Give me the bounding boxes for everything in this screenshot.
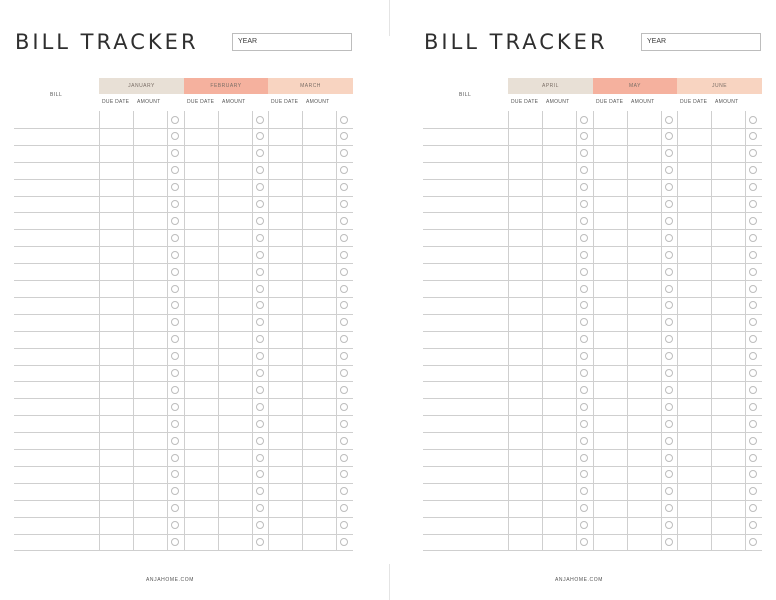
- paid-checkbox[interactable]: [340, 234, 348, 242]
- due-date-header: DUE DATE: [187, 99, 215, 105]
- page-title: BILL TRACKER: [15, 30, 199, 54]
- paid-checkbox[interactable]: [171, 183, 179, 191]
- paid-checkbox[interactable]: [171, 301, 179, 309]
- paid-checkbox[interactable]: [665, 538, 673, 546]
- amount-header: AMOUNT: [222, 99, 246, 105]
- paid-checkbox[interactable]: [340, 437, 348, 445]
- paid-checkbox[interactable]: [256, 268, 264, 276]
- bill-row-line: [14, 466, 353, 467]
- paid-checkbox[interactable]: [749, 437, 757, 445]
- paid-checkbox[interactable]: [665, 149, 673, 157]
- bill-row-line: [423, 314, 762, 315]
- paid-checkbox[interactable]: [580, 403, 588, 411]
- month-header-june: JUNE: [677, 78, 762, 94]
- paid-checkbox[interactable]: [171, 251, 179, 259]
- month-header-february: FEBRUARY: [184, 78, 268, 94]
- paid-checkbox[interactable]: [256, 538, 264, 546]
- bill-row-line: [423, 179, 762, 180]
- paid-checkbox[interactable]: [256, 318, 264, 326]
- paid-checkbox[interactable]: [665, 166, 673, 174]
- paid-checkbox[interactable]: [256, 149, 264, 157]
- paid-checkbox[interactable]: [256, 217, 264, 225]
- paid-checkbox[interactable]: [256, 251, 264, 259]
- paid-checkbox[interactable]: [580, 301, 588, 309]
- paid-checkbox[interactable]: [580, 149, 588, 157]
- bill-row-line: [14, 128, 353, 129]
- paid-checkbox[interactable]: [665, 369, 673, 377]
- paid-checkbox[interactable]: [749, 538, 757, 546]
- bill-row-line: [14, 331, 353, 332]
- paid-checkbox[interactable]: [171, 403, 179, 411]
- tracker-page-2: [409, 0, 776, 600]
- bill-row-line: [423, 348, 762, 349]
- paid-checkbox[interactable]: [256, 504, 264, 512]
- footer-website: ANJAHOME.COM: [554, 577, 604, 583]
- paid-checkbox[interactable]: [171, 487, 179, 495]
- bill-row-line: [14, 212, 353, 213]
- paid-checkbox[interactable]: [340, 200, 348, 208]
- paid-checkbox[interactable]: [340, 487, 348, 495]
- bill-row-line: [14, 449, 353, 450]
- due-date-header: DUE DATE: [102, 99, 130, 105]
- paid-checkbox[interactable]: [665, 285, 673, 293]
- due-date-header: DUE DATE: [271, 99, 299, 105]
- paid-checkbox[interactable]: [749, 352, 757, 360]
- bill-row-line: [423, 331, 762, 332]
- paid-checkbox[interactable]: [749, 318, 757, 326]
- bill-row-line: [423, 229, 762, 230]
- paid-checkbox[interactable]: [171, 132, 179, 140]
- paid-checkbox[interactable]: [171, 538, 179, 546]
- paid-checkbox[interactable]: [171, 200, 179, 208]
- month-header-march: MARCH: [268, 78, 353, 94]
- bill-row-line: [423, 381, 762, 382]
- footer-website: ANJAHOME.COM: [145, 577, 195, 583]
- paid-checkbox[interactable]: [749, 454, 757, 462]
- bill-row-line: [14, 534, 353, 535]
- bill-row-line: [423, 297, 762, 298]
- bill-row-line: [14, 432, 353, 433]
- paid-checkbox[interactable]: [665, 217, 673, 225]
- paid-checkbox[interactable]: [171, 420, 179, 428]
- paid-checkbox[interactable]: [171, 369, 179, 377]
- paid-checkbox[interactable]: [665, 437, 673, 445]
- page-title: BILL TRACKER: [424, 30, 608, 54]
- paid-checkbox[interactable]: [580, 470, 588, 478]
- paid-checkbox[interactable]: [749, 132, 757, 140]
- paid-checkbox[interactable]: [580, 116, 588, 124]
- bill-row-line: [14, 517, 353, 518]
- paid-checkbox[interactable]: [749, 183, 757, 191]
- paid-checkbox[interactable]: [580, 454, 588, 462]
- paid-checkbox[interactable]: [749, 268, 757, 276]
- paid-checkbox[interactable]: [580, 352, 588, 360]
- paid-checkbox[interactable]: [580, 285, 588, 293]
- paid-checkbox[interactable]: [256, 301, 264, 309]
- paid-checkbox[interactable]: [171, 437, 179, 445]
- paid-checkbox[interactable]: [665, 504, 673, 512]
- paid-checkbox[interactable]: [340, 285, 348, 293]
- paid-checkbox[interactable]: [256, 335, 264, 343]
- paid-checkbox[interactable]: [665, 470, 673, 478]
- paid-checkbox[interactable]: [171, 521, 179, 529]
- amount-header: AMOUNT: [715, 99, 739, 105]
- paid-checkbox[interactable]: [340, 386, 348, 394]
- paid-checkbox[interactable]: [171, 454, 179, 462]
- paid-checkbox[interactable]: [256, 234, 264, 242]
- bill-row-line: [14, 145, 353, 146]
- paid-checkbox[interactable]: [256, 386, 264, 394]
- bill-row-line: [423, 365, 762, 366]
- due-date-header: DUE DATE: [596, 99, 624, 105]
- paid-checkbox[interactable]: [171, 386, 179, 394]
- paid-checkbox[interactable]: [340, 369, 348, 377]
- bill-row-line: [14, 229, 353, 230]
- paid-checkbox[interactable]: [171, 217, 179, 225]
- paid-checkbox[interactable]: [256, 437, 264, 445]
- paid-checkbox[interactable]: [256, 369, 264, 377]
- paid-checkbox[interactable]: [580, 200, 588, 208]
- bill-column-header: BILL: [50, 92, 63, 98]
- page-divider-bottom: [389, 564, 390, 600]
- paid-checkbox[interactable]: [665, 301, 673, 309]
- bill-row-line: [14, 280, 353, 281]
- paid-checkbox[interactable]: [340, 454, 348, 462]
- paid-checkbox[interactable]: [256, 454, 264, 462]
- paid-checkbox[interactable]: [665, 234, 673, 242]
- paid-checkbox[interactable]: [340, 251, 348, 259]
- paid-checkbox[interactable]: [171, 318, 179, 326]
- amount-header: AMOUNT: [306, 99, 330, 105]
- paid-checkbox[interactable]: [580, 318, 588, 326]
- paid-checkbox[interactable]: [665, 251, 673, 259]
- paid-checkbox[interactable]: [665, 420, 673, 428]
- bill-row-line: [423, 398, 762, 399]
- paid-checkbox[interactable]: [665, 352, 673, 360]
- paid-checkbox[interactable]: [665, 521, 673, 529]
- paid-checkbox[interactable]: [340, 318, 348, 326]
- paid-checkbox[interactable]: [665, 132, 673, 140]
- bill-row-line: [423, 196, 762, 197]
- paid-checkbox[interactable]: [749, 166, 757, 174]
- paid-checkbox[interactable]: [256, 285, 264, 293]
- paid-checkbox[interactable]: [256, 470, 264, 478]
- bill-row-line: [423, 432, 762, 433]
- paid-checkbox[interactable]: [580, 132, 588, 140]
- bill-row-line: [14, 196, 353, 197]
- paid-checkbox[interactable]: [340, 403, 348, 411]
- paid-checkbox[interactable]: [749, 234, 757, 242]
- paid-checkbox[interactable]: [340, 116, 348, 124]
- paid-checkbox[interactable]: [749, 487, 757, 495]
- paid-checkbox[interactable]: [171, 166, 179, 174]
- paid-checkbox[interactable]: [580, 217, 588, 225]
- paid-checkbox[interactable]: [340, 149, 348, 157]
- paid-checkbox[interactable]: [340, 521, 348, 529]
- month-header-january: JANUARY: [99, 78, 184, 94]
- bill-row-line: [423, 466, 762, 467]
- paid-checkbox[interactable]: [580, 538, 588, 546]
- paid-checkbox[interactable]: [340, 470, 348, 478]
- paid-checkbox[interactable]: [749, 149, 757, 157]
- paid-checkbox[interactable]: [256, 132, 264, 140]
- paid-checkbox[interactable]: [749, 285, 757, 293]
- paid-checkbox[interactable]: [665, 318, 673, 326]
- paid-checkbox[interactable]: [749, 470, 757, 478]
- paid-checkbox[interactable]: [749, 301, 757, 309]
- amount-header: AMOUNT: [546, 99, 570, 105]
- bill-row-line: [14, 550, 353, 551]
- paid-checkbox[interactable]: [665, 487, 673, 495]
- bill-row-line: [423, 128, 762, 129]
- bill-row-line: [14, 365, 353, 366]
- paid-checkbox[interactable]: [171, 352, 179, 360]
- paid-checkbox[interactable]: [749, 403, 757, 411]
- paid-checkbox[interactable]: [749, 200, 757, 208]
- paid-checkbox[interactable]: [340, 217, 348, 225]
- paid-checkbox[interactable]: [665, 183, 673, 191]
- year-field[interactable]: YEAR: [232, 33, 352, 51]
- paid-checkbox[interactable]: [665, 335, 673, 343]
- paid-checkbox[interactable]: [749, 386, 757, 394]
- paid-checkbox[interactable]: [665, 386, 673, 394]
- paid-checkbox[interactable]: [256, 521, 264, 529]
- bill-row-line: [14, 500, 353, 501]
- paid-checkbox[interactable]: [171, 116, 179, 124]
- paid-checkbox[interactable]: [256, 403, 264, 411]
- paid-checkbox[interactable]: [256, 166, 264, 174]
- paid-checkbox[interactable]: [256, 420, 264, 428]
- bill-row-line: [14, 297, 353, 298]
- paid-checkbox[interactable]: [749, 369, 757, 377]
- paid-checkbox[interactable]: [340, 352, 348, 360]
- paid-checkbox[interactable]: [580, 521, 588, 529]
- bill-row-line: [423, 246, 762, 247]
- paid-checkbox[interactable]: [340, 538, 348, 546]
- paid-checkbox[interactable]: [340, 132, 348, 140]
- bill-row-line: [14, 246, 353, 247]
- paid-checkbox[interactable]: [665, 454, 673, 462]
- paid-checkbox[interactable]: [256, 116, 264, 124]
- paid-checkbox[interactable]: [665, 403, 673, 411]
- bill-row-line: [423, 483, 762, 484]
- paid-checkbox[interactable]: [749, 217, 757, 225]
- paid-checkbox[interactable]: [580, 335, 588, 343]
- paid-checkbox[interactable]: [256, 352, 264, 360]
- bill-row-line: [14, 348, 353, 349]
- paid-checkbox[interactable]: [256, 183, 264, 191]
- paid-checkbox[interactable]: [340, 166, 348, 174]
- due-date-header: DUE DATE: [680, 99, 708, 105]
- paid-checkbox[interactable]: [171, 234, 179, 242]
- paid-checkbox[interactable]: [340, 301, 348, 309]
- paid-checkbox[interactable]: [340, 504, 348, 512]
- year-field[interactable]: YEAR: [641, 33, 761, 51]
- bill-row-line: [14, 179, 353, 180]
- paid-checkbox[interactable]: [749, 335, 757, 343]
- paid-checkbox[interactable]: [340, 420, 348, 428]
- amount-header: AMOUNT: [631, 99, 655, 105]
- bill-row-line: [14, 483, 353, 484]
- bill-row-line: [423, 263, 762, 264]
- paid-checkbox[interactable]: [580, 183, 588, 191]
- paid-checkbox[interactable]: [171, 285, 179, 293]
- paid-checkbox[interactable]: [580, 437, 588, 445]
- paid-checkbox[interactable]: [580, 386, 588, 394]
- paid-checkbox[interactable]: [580, 420, 588, 428]
- bill-row-line: [423, 550, 762, 551]
- paid-checkbox[interactable]: [340, 335, 348, 343]
- paid-checkbox[interactable]: [749, 420, 757, 428]
- bill-row-line: [423, 517, 762, 518]
- paid-checkbox[interactable]: [340, 268, 348, 276]
- bill-row-line: [14, 415, 353, 416]
- paid-checkbox[interactable]: [580, 487, 588, 495]
- paid-checkbox[interactable]: [580, 369, 588, 377]
- month-header-may: MAY: [593, 78, 677, 94]
- bill-row-line: [423, 534, 762, 535]
- paid-checkbox[interactable]: [749, 504, 757, 512]
- paid-checkbox[interactable]: [171, 268, 179, 276]
- bill-row-line: [14, 314, 353, 315]
- bill-row-line: [14, 398, 353, 399]
- paid-checkbox[interactable]: [171, 504, 179, 512]
- amount-header: AMOUNT: [137, 99, 161, 105]
- due-date-header: DUE DATE: [511, 99, 539, 105]
- bill-row-line: [423, 145, 762, 146]
- paid-checkbox[interactable]: [340, 183, 348, 191]
- paid-checkbox[interactable]: [171, 335, 179, 343]
- bill-column-header: BILL: [459, 92, 472, 98]
- paid-checkbox[interactable]: [171, 149, 179, 157]
- paid-checkbox[interactable]: [665, 116, 673, 124]
- paid-checkbox[interactable]: [580, 251, 588, 259]
- paid-checkbox[interactable]: [171, 470, 179, 478]
- paid-checkbox[interactable]: [665, 200, 673, 208]
- bill-row-line: [423, 162, 762, 163]
- bill-row-line: [423, 415, 762, 416]
- bill-row-line: [14, 381, 353, 382]
- paid-checkbox[interactable]: [580, 504, 588, 512]
- paid-checkbox[interactable]: [256, 487, 264, 495]
- paid-checkbox[interactable]: [749, 521, 757, 529]
- bill-row-line: [14, 162, 353, 163]
- paid-checkbox[interactable]: [749, 251, 757, 259]
- bill-row-line: [423, 449, 762, 450]
- bill-row-line: [423, 212, 762, 213]
- paid-checkbox[interactable]: [665, 268, 673, 276]
- bill-row-line: [423, 500, 762, 501]
- month-header-april: APRIL: [508, 78, 593, 94]
- paid-checkbox[interactable]: [580, 268, 588, 276]
- paid-checkbox[interactable]: [580, 166, 588, 174]
- bill-row-line: [14, 263, 353, 264]
- page-divider-top: [389, 0, 390, 36]
- paid-checkbox[interactable]: [749, 116, 757, 124]
- bill-row-line: [423, 280, 762, 281]
- paid-checkbox[interactable]: [580, 234, 588, 242]
- paid-checkbox[interactable]: [256, 200, 264, 208]
